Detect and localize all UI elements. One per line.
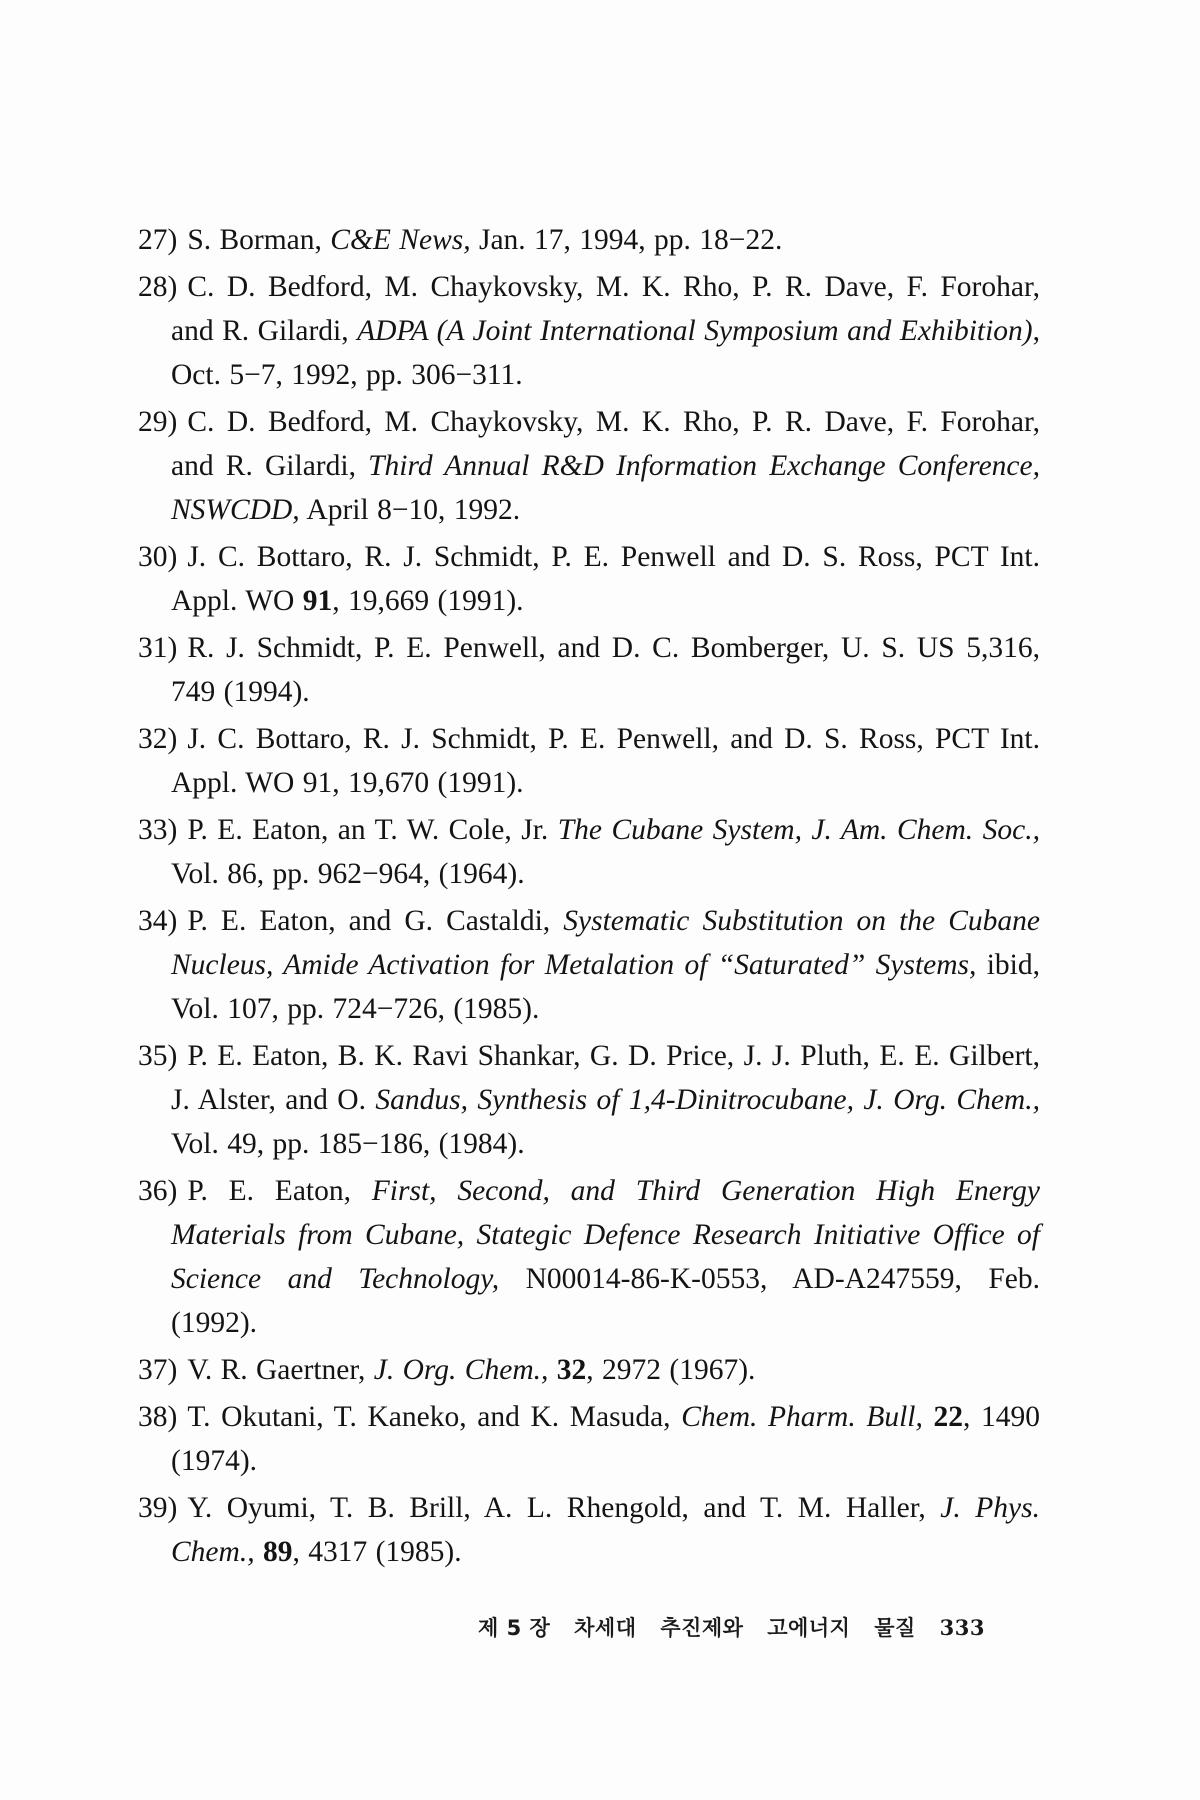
chapter-title-word-4: 물질: [874, 1616, 916, 1640]
reference-number: 28): [138, 270, 178, 303]
reference-entry: [138, 218, 1040, 262]
reference-volume-bold: 91: [302, 585, 333, 618]
reference-number: 37): [138, 1354, 178, 1387]
reference-number: 34): [138, 904, 178, 937]
reference-number: 27): [138, 224, 178, 256]
reference-text: Vol. 86, pp. 962−964, (1964).: [171, 857, 525, 890]
reference-title-italic: Chem. Pharm. Bull,: [681, 1400, 923, 1433]
reference-text: ibid, Vol. 107, pp. 724−726, (1985).: [171, 948, 1040, 1025]
reference-number: 33): [138, 813, 178, 846]
reference-number: 29): [138, 405, 178, 438]
reference-title-italic: Third Annual R&D Information Exchange Conference, NSWCDD,: [171, 450, 1040, 527]
reference-text: [255, 1536, 263, 1568]
reference-title-italic: Systematic Substitution on the Cubane Nucleus, Amide Activation for Metalation of “Saturated” Systems,: [171, 904, 1040, 981]
reference-text: April 8−10, 1992.: [299, 494, 521, 527]
reference-entry: [138, 808, 1040, 896]
page-number: 333: [939, 1615, 985, 1640]
reference-number: 35): [138, 1039, 178, 1072]
reference-text: T. Okutani, T. Kaneko, and K. Masuda,: [187, 1400, 682, 1433]
reference-title-italic: J. Org. Chem.,: [373, 1354, 549, 1387]
reference-text: Vol. 49, pp. 185−186, (1984).: [171, 1128, 525, 1161]
reference-number: 36): [138, 1174, 178, 1207]
reference-text: P. E. Eaton, B. K. Ravi Shankar, G. D. Price, J. J. Pluth, E. E. Gilbert, J. Alster, and O.: [171, 1039, 1040, 1116]
reference-title-italic: Sandus, Synthesis of 1,4-Dinitrocubane, J. Org. Chem.,: [375, 1083, 1040, 1116]
reference-entry: [138, 1486, 1040, 1574]
reference-list: [138, 218, 1040, 1577]
reference-text: P. E. Eaton,: [187, 1174, 372, 1207]
reference-entry: [138, 899, 1040, 1032]
reference-text: [923, 1401, 934, 1433]
reference-title-italic: C&E News,: [330, 224, 471, 256]
chapter-title-word-2: 추진제와: [660, 1616, 744, 1640]
reference-text: [548, 1354, 556, 1386]
page-footer: [478, 1612, 985, 1642]
reference-number: 39): [138, 1491, 178, 1524]
reference-entry: [138, 717, 1040, 805]
reference-number: 32): [138, 722, 178, 755]
reference-text: J. C. Bottaro, R. J. Schmidt, P. E. Penwell, and D. S. Ross, PCT Int. Appl. WO 91, 19,670 (1991).: [171, 722, 1040, 799]
reference-number: 31): [138, 631, 178, 664]
reference-title-italic: ADPA (A Joint International Symposium and Exhibition): [357, 314, 1033, 347]
reference-title-italic: The Cubane System, J. Am. Chem. Soc.,: [557, 813, 1040, 846]
reference-entry: [138, 1395, 1040, 1483]
reference-text: V. R. Gaertner,: [187, 1354, 374, 1387]
reference-entry: [138, 1348, 1040, 1392]
chapter-label: 제 5 장: [478, 1616, 551, 1640]
reference-entry: [138, 626, 1040, 714]
reference-entry: [138, 535, 1040, 623]
reference-text: N00014-86-K-0553, AD-A247559, Feb. (1992).: [171, 1263, 1041, 1340]
reference-text: , 19,669 (1991).: [332, 585, 524, 618]
reference-volume-bold: 22: [933, 1400, 964, 1433]
chapter-title-word-3: 고에너지: [767, 1616, 851, 1640]
reference-text: , 2972 (1967).: [586, 1354, 756, 1387]
reference-text: , Oct. 5−7, 1992, pp. 306−311.: [171, 314, 1040, 392]
reference-text: R. J. Schmidt, P. E. Penwell, and D. C. Bomberger, U. S. US 5,316, 749 (1994).: [171, 631, 1040, 709]
reference-entry: [138, 1034, 1040, 1167]
reference-number: 30): [138, 540, 178, 573]
reference-text: P. E. Eaton, an T. W. Cole, Jr.: [187, 813, 558, 846]
reference-volume-bold: 32: [556, 1354, 587, 1387]
reference-title-italic: First, Second, and Third Generation High Energy Materials from Cubane, Stategic Defence Research Initiative Office of Science and Technology,: [171, 1174, 1040, 1296]
reference-entry: [138, 400, 1040, 533]
reference-text: Jan. 17, 1994, pp. 18−22.: [470, 224, 783, 256]
reference-number: 38): [138, 1400, 178, 1433]
reference-volume-bold: 89: [262, 1535, 293, 1568]
reference-entry: [138, 1169, 1040, 1346]
reference-text: C. D. Bedford, M. Chaykovsky, M. K. Rho, P. R. Dave, F. Forohar, and R. Gilardi,: [171, 270, 1040, 347]
reference-text: J. C. Bottaro, R. J. Schmidt, P. E. Penwell and D. S. Ross, PCT Int. Appl. WO: [171, 540, 1040, 618]
reference-text: , 1490 (1974).: [171, 1400, 1041, 1477]
chapter-title-word-1: 차세대: [574, 1616, 637, 1640]
reference-entry: [138, 265, 1040, 398]
reference-text: Y. Oyumi, T. B. Brill, A. L. Rhengold, and T. M. Haller,: [187, 1491, 941, 1524]
reference-text: C. D. Bedford, M. Chaykovsky, M. K. Rho, P. R. Dave, F. Forohar, and R. Gilardi,: [171, 405, 1040, 483]
reference-title-italic: J. Phys. Chem.,: [171, 1491, 1040, 1568]
reference-text: S. Borman,: [187, 224, 331, 256]
reference-text: P. E. Eaton, and G. Castaldi,: [187, 904, 564, 937]
reference-text: , 4317 (1985).: [292, 1535, 462, 1568]
